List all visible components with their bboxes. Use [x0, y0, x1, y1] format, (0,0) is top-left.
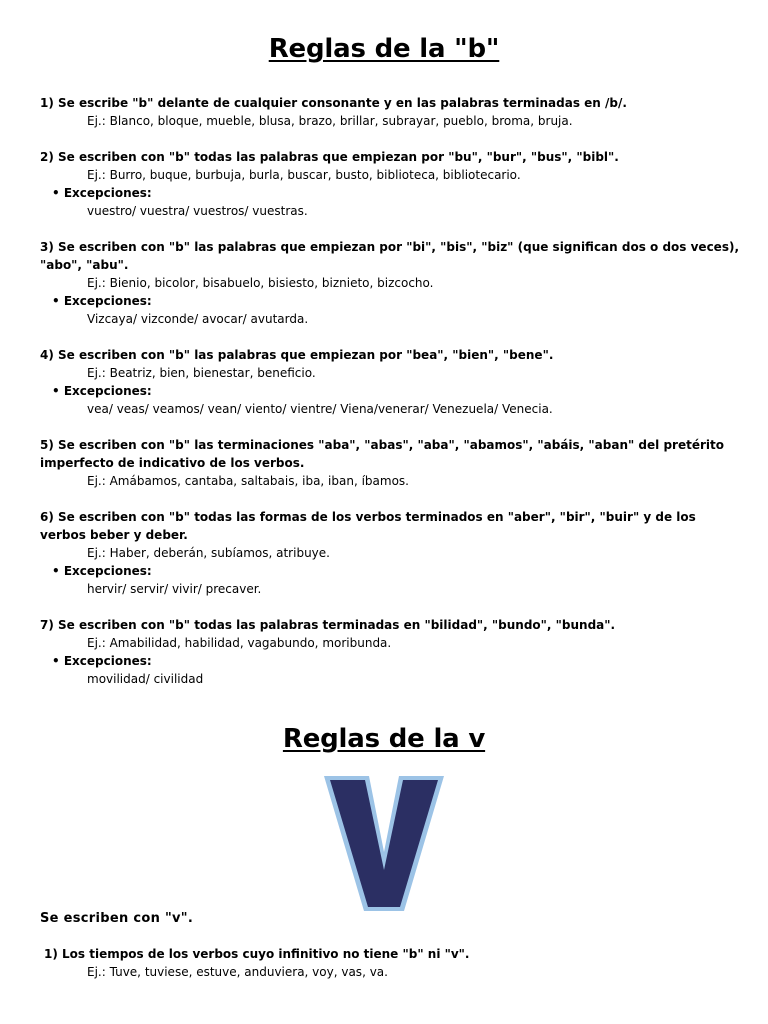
rule-b-7: [40, 616, 740, 688]
letter-v-icon: [324, 776, 444, 911]
rule-example: Ej.: Haber, deberán, subíamos, atribuye.: [87, 546, 330, 560]
rule-example: Ej.: Blanco, bloque, mueble, blusa, brazo, brillar, subrayar, pueblo, broma, bruja.: [87, 114, 573, 128]
exceptions-heading: [40, 292, 740, 310]
bullet-icon: •: [52, 564, 64, 578]
exceptions-label: Excepciones:: [63, 564, 152, 578]
exceptions-list: movilidad/ civilidad: [87, 672, 204, 686]
exceptions-list: vea/ veas/ veamos/ vean/ viento/ vientre/ Viena/venerar/ Venezuela/ Venecia.: [87, 402, 553, 416]
rules-v-intro: Se escriben con "v".: [40, 911, 194, 926]
rule-text: 1) Se escribe "b" delante de cualquier consonante y en las palabras terminadas en /b/.: [40, 96, 627, 110]
exceptions-label: Excepciones:: [63, 294, 152, 308]
exceptions-heading: [40, 382, 740, 400]
rule-text: 7) Se escriben con "b" todas las palabras terminadas en "bilidad", "bundo", "bunda".: [40, 618, 616, 632]
bullet-icon: •: [52, 654, 64, 668]
rules-b-list: [40, 94, 740, 706]
page-title-v: Reglas de la v: [282, 724, 486, 754]
rule-b-5: [40, 436, 740, 490]
exceptions-label: Excepciones:: [63, 654, 152, 668]
rule-example: Ej.: Amábamos, cantaba, saltabais, iba, iban, íbamos.: [87, 474, 409, 488]
rule-example: Ej.: Tuve, tuviese, estuve, anduviera, voy, vas, va.: [87, 965, 388, 979]
rule-text: 1) Los tiempos de los verbos cuyo infinitivo no tiene "b" ni "v".: [44, 947, 470, 961]
bullet-icon: •: [52, 294, 64, 308]
rule-b-6: [40, 508, 740, 598]
rule-example: Ej.: Beatriz, bien, bienestar, beneficio.: [87, 366, 316, 380]
exceptions-list: Vizcaya/ vizconde/ avocar/ avutarda.: [87, 312, 309, 326]
rule-example: Ej.: Bienio, bicolor, bisabuelo, bisiesto, biznieto, bizcocho.: [87, 276, 434, 290]
rules-v-list: [44, 945, 744, 999]
exceptions-heading: [40, 562, 740, 580]
bullet-icon: •: [52, 186, 64, 200]
bullet-icon: •: [52, 384, 64, 398]
exceptions-heading: [40, 184, 740, 202]
rule-example: Ej.: Burro, buque, burbuja, burla, buscar, busto, biblioteca, bibliotecario.: [87, 168, 521, 182]
rule-b-2: [40, 148, 740, 220]
rule-text: 5) Se escriben con "b" las terminaciones "aba", "abas", "aba", "abamos", "abáis, "aban" del pretérito imperfecto de indicativo de los verbos.: [40, 438, 724, 470]
exceptions-list: hervir/ servir/ vivir/ precaver.: [87, 582, 262, 596]
rule-text: 6) Se escriben con "b" todas las formas de los verbos terminados en "aber", "bir", "buir" y de los verbos beber y deber.: [40, 510, 696, 542]
rule-text: 2) Se escriben con "b" todas las palabras que empiezan por "bu", "bur", "bus", "bibl".: [40, 150, 619, 164]
rule-text: 3) Se escriben con "b" las palabras que empiezan por "bi", "bis", "biz" (que significan dos o dos veces), "abo", "abu".: [40, 240, 740, 272]
exceptions-heading: [40, 652, 740, 670]
rule-example: Ej.: Amabilidad, habilidad, vagabundo, moribunda.: [87, 636, 392, 650]
exceptions-label: Excepciones:: [63, 186, 152, 200]
rule-b-3: [40, 238, 740, 328]
rule-b-1: [40, 94, 740, 130]
page-title-b: Reglas de la "b": [268, 34, 500, 64]
rule-v-1: [44, 945, 744, 981]
exceptions-label: Excepciones:: [63, 384, 152, 398]
rule-text: 4) Se escriben con "b" las palabras que empiezan por "bea", "bien", "bene".: [40, 348, 554, 362]
rule-b-4: [40, 346, 740, 418]
exceptions-list: vuestro/ vuestra/ vuestros/ vuestras.: [87, 204, 308, 218]
